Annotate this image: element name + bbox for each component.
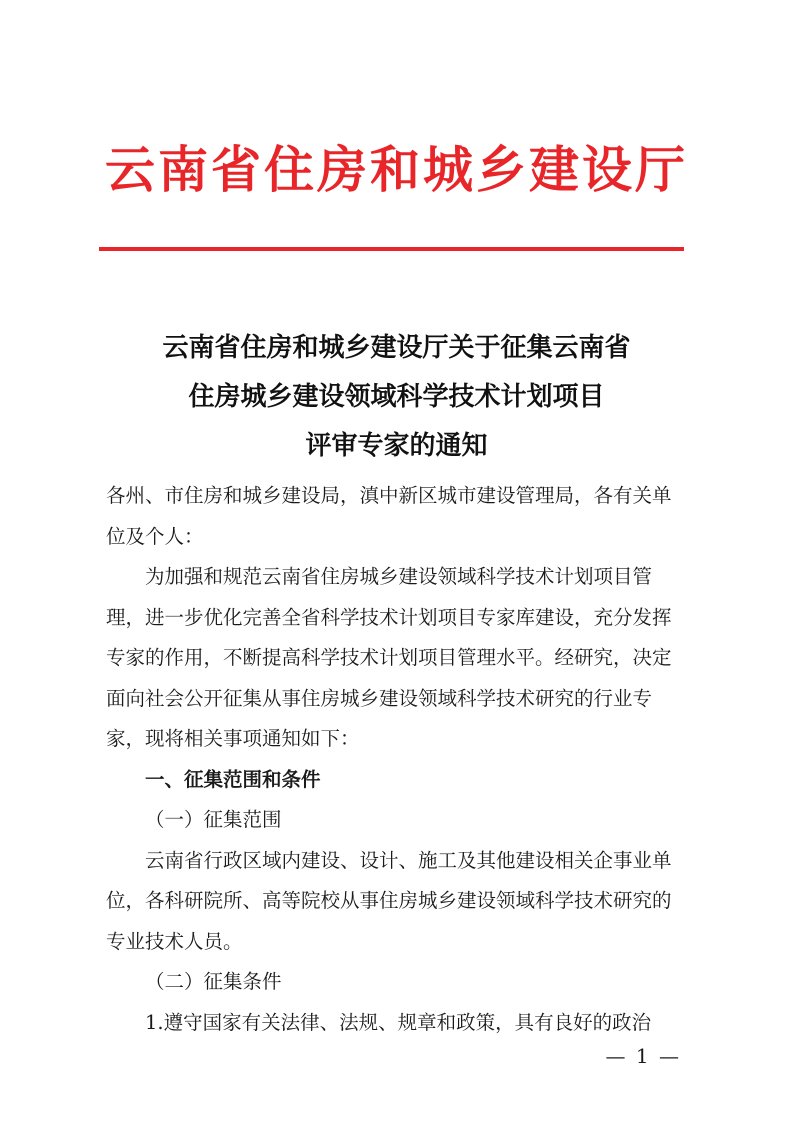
org-letterhead: 云南省住房和城乡建设厅 [105, 140, 688, 199]
subsection-2-heading: （二）征集条件 [145, 970, 282, 993]
document-title [0, 324, 793, 471]
intro-paragraph: 为加强和规范云南省住房城乡建设领域科学技术计划项目管理，进一步优化完善全省科学技术计划项目专家库建设，充分发挥专家的作用，不断提高科学技术计划项目管理水平。经研究，决定面向社会公开征集从事住房城乡建设领域科学技术研究的行业专家，现将相关事项通知如下： [106, 565, 672, 750]
section-1-heading: 一、征集范围和条件 [145, 767, 321, 791]
subsection-1-heading: （一）征集范围 [145, 808, 282, 831]
title-line-3: 评审专家的通知 [305, 431, 488, 461]
title-line-2: 住房城乡建设领域科学技术计划项目 [188, 382, 605, 412]
page-number: — 1 — [605, 1044, 681, 1068]
title-line-1: 云南省住房和城乡建设厅关于征集云南省 [162, 333, 631, 363]
document-body [106, 476, 688, 1043]
letterhead-red-rule [99, 247, 684, 251]
subsection-1-text: 云南省行政区域内建设、设计、施工及其他建设相关企事业单位，各科研院所、高等院校从事住房城乡建设领域科学技术研究的专业技术人员。 [106, 848, 672, 953]
condition-1: 1.遵守国家有关法律、法规、规章和政策，具有良好的政治 [145, 1010, 652, 1034]
salutation: 各州、市住房和城乡建设局，滇中新区城市建设管理局，各有关单位及个人： [106, 484, 672, 548]
